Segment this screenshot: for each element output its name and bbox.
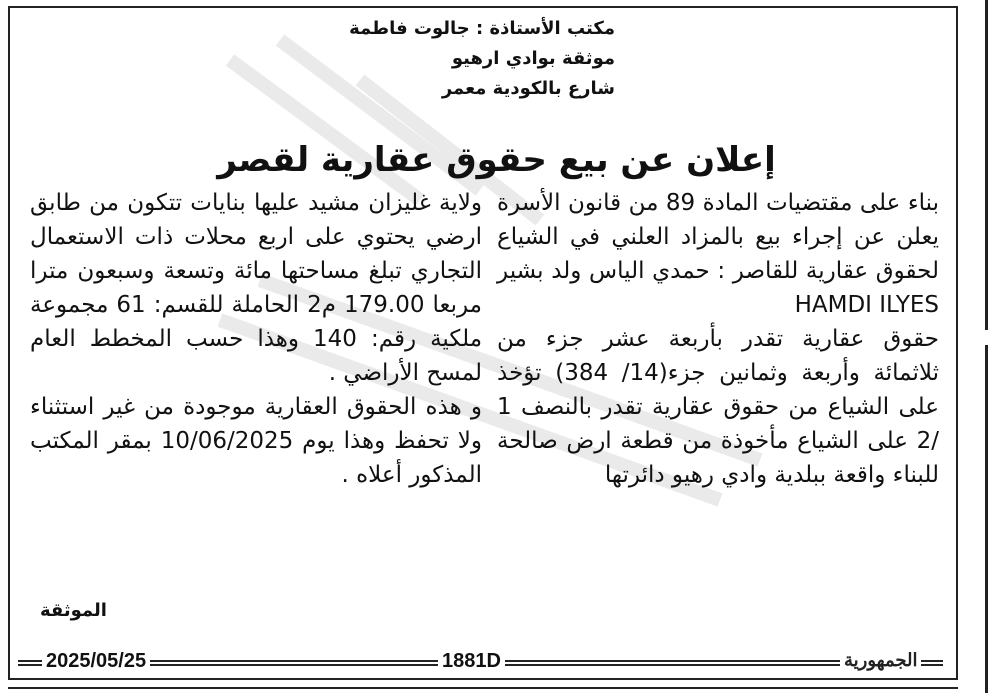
bottom-rule: [8, 687, 958, 693]
notary-office: مكتب الأستاذة : جالوت فاطمة: [349, 18, 615, 39]
notary-header: [349, 14, 615, 104]
notary-address: شارع بالكودية معمر: [441, 78, 615, 99]
notice-title: إعلان عن بيع حقوق عقارية لقصر: [217, 140, 776, 180]
column-left: [30, 186, 482, 492]
footer-code: 1881D: [438, 650, 505, 673]
right-paragraph-2: حقوق عقارية تقدر بأربعة عشر جزء من ثلاثمائة وأربعة وثمانين جزء(14/ 384) تؤخذ على الشياع من حقوق عقارية تقدر بالنصف 1 /2 على الشياع مأخوذة من قطعة ارض صالحة للبناء واقعة ببلدية وادي رهيو دائرتها: [497, 326, 940, 488]
footer-date: 2025/05/25: [42, 650, 150, 673]
publication-logo: الجمهورية: [840, 650, 921, 671]
left-paragraph-1: ولاية غليزان مشيد عليها بنايات تتكون من طابق ارضي يحتوي على اربع محلات ذات الاستعمال التجاري تبلغ مساحتها مائة وتسعة وسبعون مترا مربعا 179.00 م2 الحاملة للقسم: 61 مجموعة ملكية رقم: 140 وهذا حسب المخطط العام لمسح الأراضي .: [30, 190, 483, 386]
left-paragraph-2: و هذه الحقوق العقارية موجودة من غير استثناء ولا تحفظ وهذا يوم 10/06/2025 بمقر المكتب المذكور أعلاه .: [30, 394, 482, 488]
signature-label: الموثقة: [40, 600, 107, 621]
right-paragraph-1: بناء على مقتضيات المادة 89 من قانون الأسرة يعلن عن إجراء بيع بالمزاد العلني في الشياع لحقوق عقارية للقاصر : حمدي الياس ولد بشير HAMDI ILYES: [497, 190, 939, 318]
column-right: [497, 186, 939, 492]
right-margin-rule: [985, 345, 988, 693]
notary-role: موثقة بوادي ارهيو: [451, 48, 615, 69]
